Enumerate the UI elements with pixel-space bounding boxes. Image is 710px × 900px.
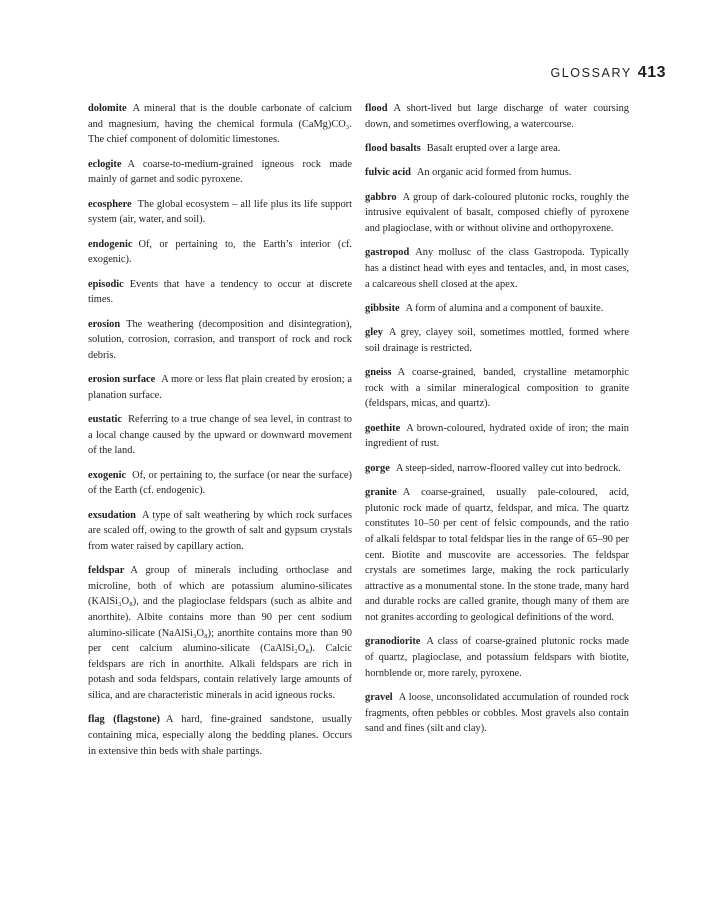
entry-definition: A type of salt weathering by which rock surfaces are scaled off, owing to the growth of salt and gypsum crystals from water raised by capillary action.: [88, 509, 352, 552]
entry-term: endogenic: [88, 238, 133, 250]
entry-term: granite: [365, 487, 397, 499]
entry-term: gley: [365, 327, 383, 339]
glossary-entry: [365, 190, 629, 237]
glossary-column-right: [365, 101, 629, 746]
entry-term: gorge: [365, 462, 390, 474]
glossary-entry: [88, 101, 352, 148]
entry-term: erosion: [88, 318, 121, 330]
glossary-entry: [365, 365, 629, 412]
entry-term: granodiorite: [365, 636, 421, 648]
entry-term: gneiss: [365, 367, 392, 379]
entry-definition: A group of minerals including orthoclase and microline, both of which are potassium alumino-silicates (KAlSi₃O₈), and the plagioclase feldspars (such as albite and anorthite). Albite contains more than 90 per cent sodium alumino-silicate (NaAlSi₃O₈); anorthite contains more than 90 per cent calcium alumino-silicate (CaAlSi₂O₈). Calcic feldspars are rich in anorthite. Alkali feldspars are rich in potash and soda feldspars, contain relatively large amounts of silica, and are characteristic minerals in acid igneous rocks.: [88, 565, 352, 701]
glossary-entry: [365, 421, 629, 452]
glossary-entry: [365, 141, 629, 157]
entry-definition: Events that have a tendency to occur at discrete times.: [88, 278, 352, 306]
entry-term: flag (flagstone): [88, 714, 160, 726]
glossary-entry: [88, 317, 352, 364]
glossary-entry: [365, 485, 629, 625]
entry-term: gabbro: [365, 191, 397, 203]
entry-definition: A hard, fine-grained sandstone, usually containing mica, especially along the bedding planes. Occurs in extensive thin beds with shale partings.: [88, 714, 352, 757]
entry-definition: A short-lived but large discharge of water coursing down, and sometimes overflowing, a watercourse.: [365, 103, 629, 130]
glossary-entry: [88, 412, 352, 459]
glossary-entry: [365, 101, 629, 132]
entry-term: gravel: [365, 691, 393, 703]
glossary-entry: [365, 165, 629, 181]
glossary-entry: [88, 237, 352, 268]
entry-definition: A grey, clayey soil, sometimes mottled, formed where soil drainage is restricted.: [365, 327, 629, 354]
entry-term: goethite: [365, 422, 401, 434]
page-number: 413: [637, 64, 666, 81]
entry-term: eustatic: [88, 414, 123, 426]
glossary-column-left: [88, 101, 352, 768]
glossary-entry: [88, 372, 352, 403]
entry-definition: A coarse-grained, usually pale-coloured, acid, plutonic rock made of quartz, feldspar, and mica. The quartz constitutes 10–50 per cent of felsic compounds, and the ratio of alkali feldspar to total feldspar lies in the range of 65–90 per cent. Biotite and muscovite are accessories. The feldspar crystals are sometimes large, making the rock particularly attractive as a monumental stone. In the stone trade, many hard and durable rocks are called granite, though many of them are not granites according to geological definitions of the word.: [365, 487, 629, 623]
entry-definition: A loose, unconsolidated accumulation of rounded rock fragments, often pebbles or cobbles. Most gravels also contain sand and fines (silt and clay).: [365, 691, 629, 735]
entry-definition: An organic acid formed from humus.: [416, 167, 572, 179]
entry-term: gastropod: [365, 247, 410, 259]
glossary-entry: [365, 461, 629, 477]
entry-definition: A mineral that is the double carbonate of calcium and magnesium, having the chemical formula (CaMg)CO₃. The chief component of dolomitic limestones.: [88, 103, 352, 146]
entry-definition: Any mollusc of the class Gastropoda. Typically has a distinct head with eyes and tentacles, and, in most cases, a calcareous shell closed at the apex.: [365, 247, 629, 290]
entry-term: exsudation: [88, 509, 136, 521]
entry-term: flood: [365, 103, 388, 114]
entry-definition: A brown-coloured, hydrated oxide of iron; the main ingredient of rust.: [365, 422, 629, 450]
entry-definition: Of, or pertaining to, the surface (or near the surface) of the Earth (cf. endogenic).: [88, 469, 352, 497]
entry-term: exogenic: [88, 469, 127, 481]
section-title: GLOSSARY: [550, 66, 632, 80]
glossary-entry: [365, 245, 629, 292]
glossary-entry: [88, 563, 352, 703]
entry-definition: A group of dark-coloured plutonic rocks, roughly the intrusive equivalent of basalt, composed chiefly of pyroxene and plagioclase, with or without olivine and orthopyroxene.: [365, 191, 629, 234]
glossary-entry: [365, 634, 629, 681]
entry-term: fulvic acid: [365, 167, 411, 179]
entry-definition: The weathering (decomposition and disintegration), solution, corrosion, corrasion, and transport of rock and rock debris.: [88, 318, 352, 361]
entry-term: feldspar: [88, 565, 125, 577]
glossary-entry: [88, 712, 352, 759]
entry-definition: A coarse-to-medium-grained igneous rock made mainly of garnet and sodic pyroxene.: [88, 158, 352, 186]
entry-definition: Referring to a true change of sea level, in contrast to a local change caused by the upward or downward movement of the land.: [88, 414, 352, 457]
glossary-entry: [88, 197, 352, 228]
glossary-entry: [88, 468, 352, 499]
glossary-entry: [365, 325, 629, 356]
glossary-entry: [365, 301, 629, 317]
entry-term: eclogite: [88, 158, 122, 170]
entry-term: ecosphere: [88, 198, 132, 210]
glossary-entry: [365, 690, 629, 737]
entry-definition: A steep-sided, narrow-floored valley cut into bedrock.: [395, 462, 621, 474]
entry-term: episodic: [88, 278, 124, 290]
entry-definition: Of, or pertaining to, the Earth’s interior (cf. exogenic).: [88, 238, 352, 266]
entry-definition: A form of alumina and a component of bauxite.: [405, 302, 604, 314]
entry-definition: The global ecosystem – all life plus its life support system (air, water, and soil).: [88, 198, 352, 226]
entry-term: dolomite: [88, 103, 127, 114]
entry-definition: A class of coarse-grained plutonic rocks made of quartz, plagioclase, and potassium feldspars with biotite, hornblende or, more rarely, pyroxene.: [365, 636, 629, 679]
glossary-entry: [88, 508, 352, 555]
glossary-entry: [88, 157, 352, 188]
entry-term: gibbsite: [365, 302, 400, 314]
entry-definition: Basalt erupted over a large area.: [426, 142, 561, 154]
entry-term: erosion surface: [88, 374, 156, 386]
entry-term: flood basalts: [365, 142, 421, 154]
glossary-entry: [88, 277, 352, 308]
entry-definition: A coarse-grained, banded, crystalline metamorphic rock with a similar mineralogical composition to granite (feldspars, micas, and quartz).: [365, 367, 629, 410]
running-header: [550, 64, 666, 82]
entry-definition: A more or less flat plain created by erosion; a planation surface.: [88, 374, 352, 401]
